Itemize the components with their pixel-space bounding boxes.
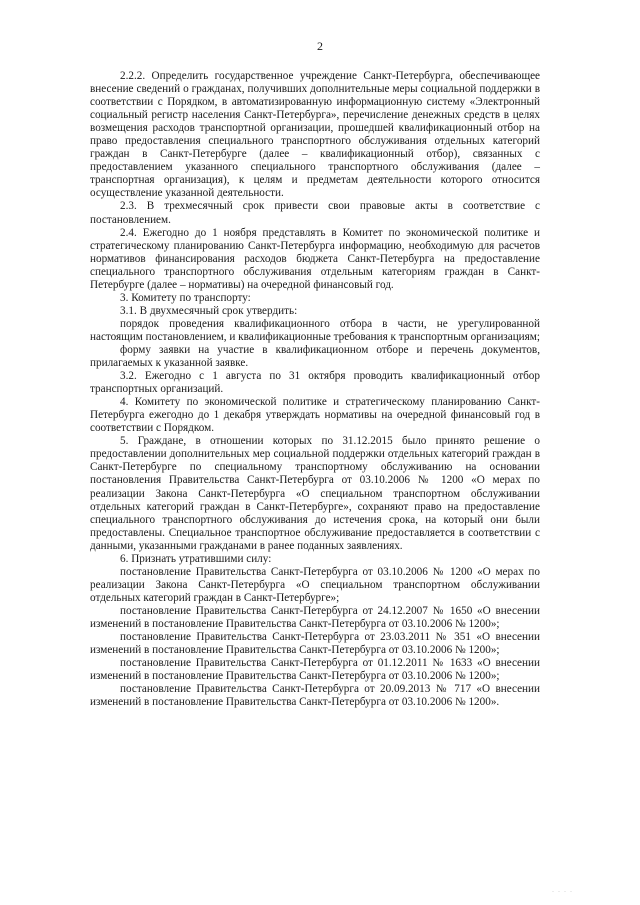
paragraph-3-1-item-1: порядок проведения квалификационного отбора в части, не урегулированной настоящим постановлением, и квалификационные требования к транспортным организациям; <box>90 317 540 343</box>
paragraph-4: 4. Комитету по экономической политике и стратегическому планированию Санкт-Петербурга ежегодно до 1 декабря утверждать нормативы на очередной финансовый год в соответствии с Порядком. <box>90 396 540 435</box>
paragraph-2-3: 2.3. В трехмесячный срок привести свои правовые акты в соответствие с постановлением. <box>90 200 540 226</box>
paragraph-3-2: 3.2. Ежегодно с 1 августа по 31 октября проводить квалификационный отбор транспортных организаций. <box>90 370 540 396</box>
page-number: 2 <box>317 39 323 53</box>
repealed-act-4: постановление Правительства Санкт-Петербурга от 01.12.2011 № 1633 «О внесении изменений в постановление Правительства Санкт-Петербурга от 03.10.2006 № 1200»; <box>90 657 540 683</box>
paragraph-2-4: 2.4. Ежегодно до 1 ноября представлять в Комитет по экономической политике и стратегическому планированию Санкт-Петербурга информацию, необходимую для расчетов нормативов финансирования расходов бюджета Санкт-Петербурга на предоставление специального транспортного обслуживания отдельным категориям граждан в Санкт-Петербурге (далее – нормативы) на очередной финансовый год. <box>90 226 540 291</box>
document-body <box>90 70 540 709</box>
repealed-act-5: постановление Правительства Санкт-Петербурга от 20.09.2013 № 717 «О внесении изменений в постановление Правительства Санкт-Петербурга от 03.10.2006 № 1200». <box>90 683 540 709</box>
paragraph-5: 5. Граждане, в отношении которых по 31.12.2015 было принято решение о предоставлении дополнительных мер социальной поддержки отдельных категорий граждан в Санкт-Петербурге по специальному транспортному обслуживанию на основании постановления Правительства Санкт-Петербурга от 03.10.2006 № 1200 «О мерах по реализации Закона Санкт-Петербурга «О специальном транспортном обслуживании отдельных категорий граждан в Санкт-Петербурге», сохраняют право на предоставление специального транспортного обслуживания до истечения срока, на который они были предоставлены. Специальное транспортное обслуживание предоставляется в соответствии с данными, указанными гражданами в ранее поданных заявлениях. <box>90 435 540 552</box>
repealed-act-1: постановление Правительства Санкт-Петербурга от 03.10.2006 № 1200 «О мерах по реализации Закона Санкт-Петербурга «О специальном транспортном обслуживании отдельных категорий граждан в Санкт-Петербурге»; <box>90 565 540 604</box>
paragraph-6: 6. Признать утратившими силу: <box>120 552 272 565</box>
paragraph-2-2-2: 2.2.2. Определить государственное учреждение Санкт-Петербурга, обеспечивающее внесение сведений о гражданах, получивших дополнительные меры социальной поддержки в соответствии с Порядком, в автоматизированную информационную систему «Электронный социальный регистр населения Санкт-Петербурга», перечисление денежных средств в целях возмещения расходов транспортной организации, прошедшей квалификационный отбор на право предоставления специального транспортного обслуживания отдельных категорий граждан в Санкт-Петербурге (далее – квалификационный отбор), связанных с предоставлением указанного специального транспортного обслуживания (далее – транспортная организация), к целям и предметам деятельности которого относится осуществление указанной деятельности. <box>90 70 540 200</box>
paragraph-3: 3. Комитету по транспорту: <box>120 291 251 304</box>
repealed-act-2: постановление Правительства Санкт-Петербурга от 24.12.2007 № 1650 «О внесении изменений в постановление Правительства Санкт-Петербурга от 03.10.2006 № 1200»; <box>90 604 540 630</box>
paragraph-3-1: 3.1. В двухмесячный срок утвердить: <box>120 304 298 317</box>
repealed-act-3: постановление Правительства Санкт-Петербурга от 23.03.2011 № 351 «О внесении изменений в постановление Правительства Санкт-Петербурга от 03.10.2006 № 1200»; <box>90 631 540 657</box>
footer-mark: . . . . <box>552 885 573 894</box>
paragraph-3-1-item-2: форму заявки на участие в квалификационном отборе и перечень документов, прилагаемых к указанной заявке. <box>90 343 540 370</box>
